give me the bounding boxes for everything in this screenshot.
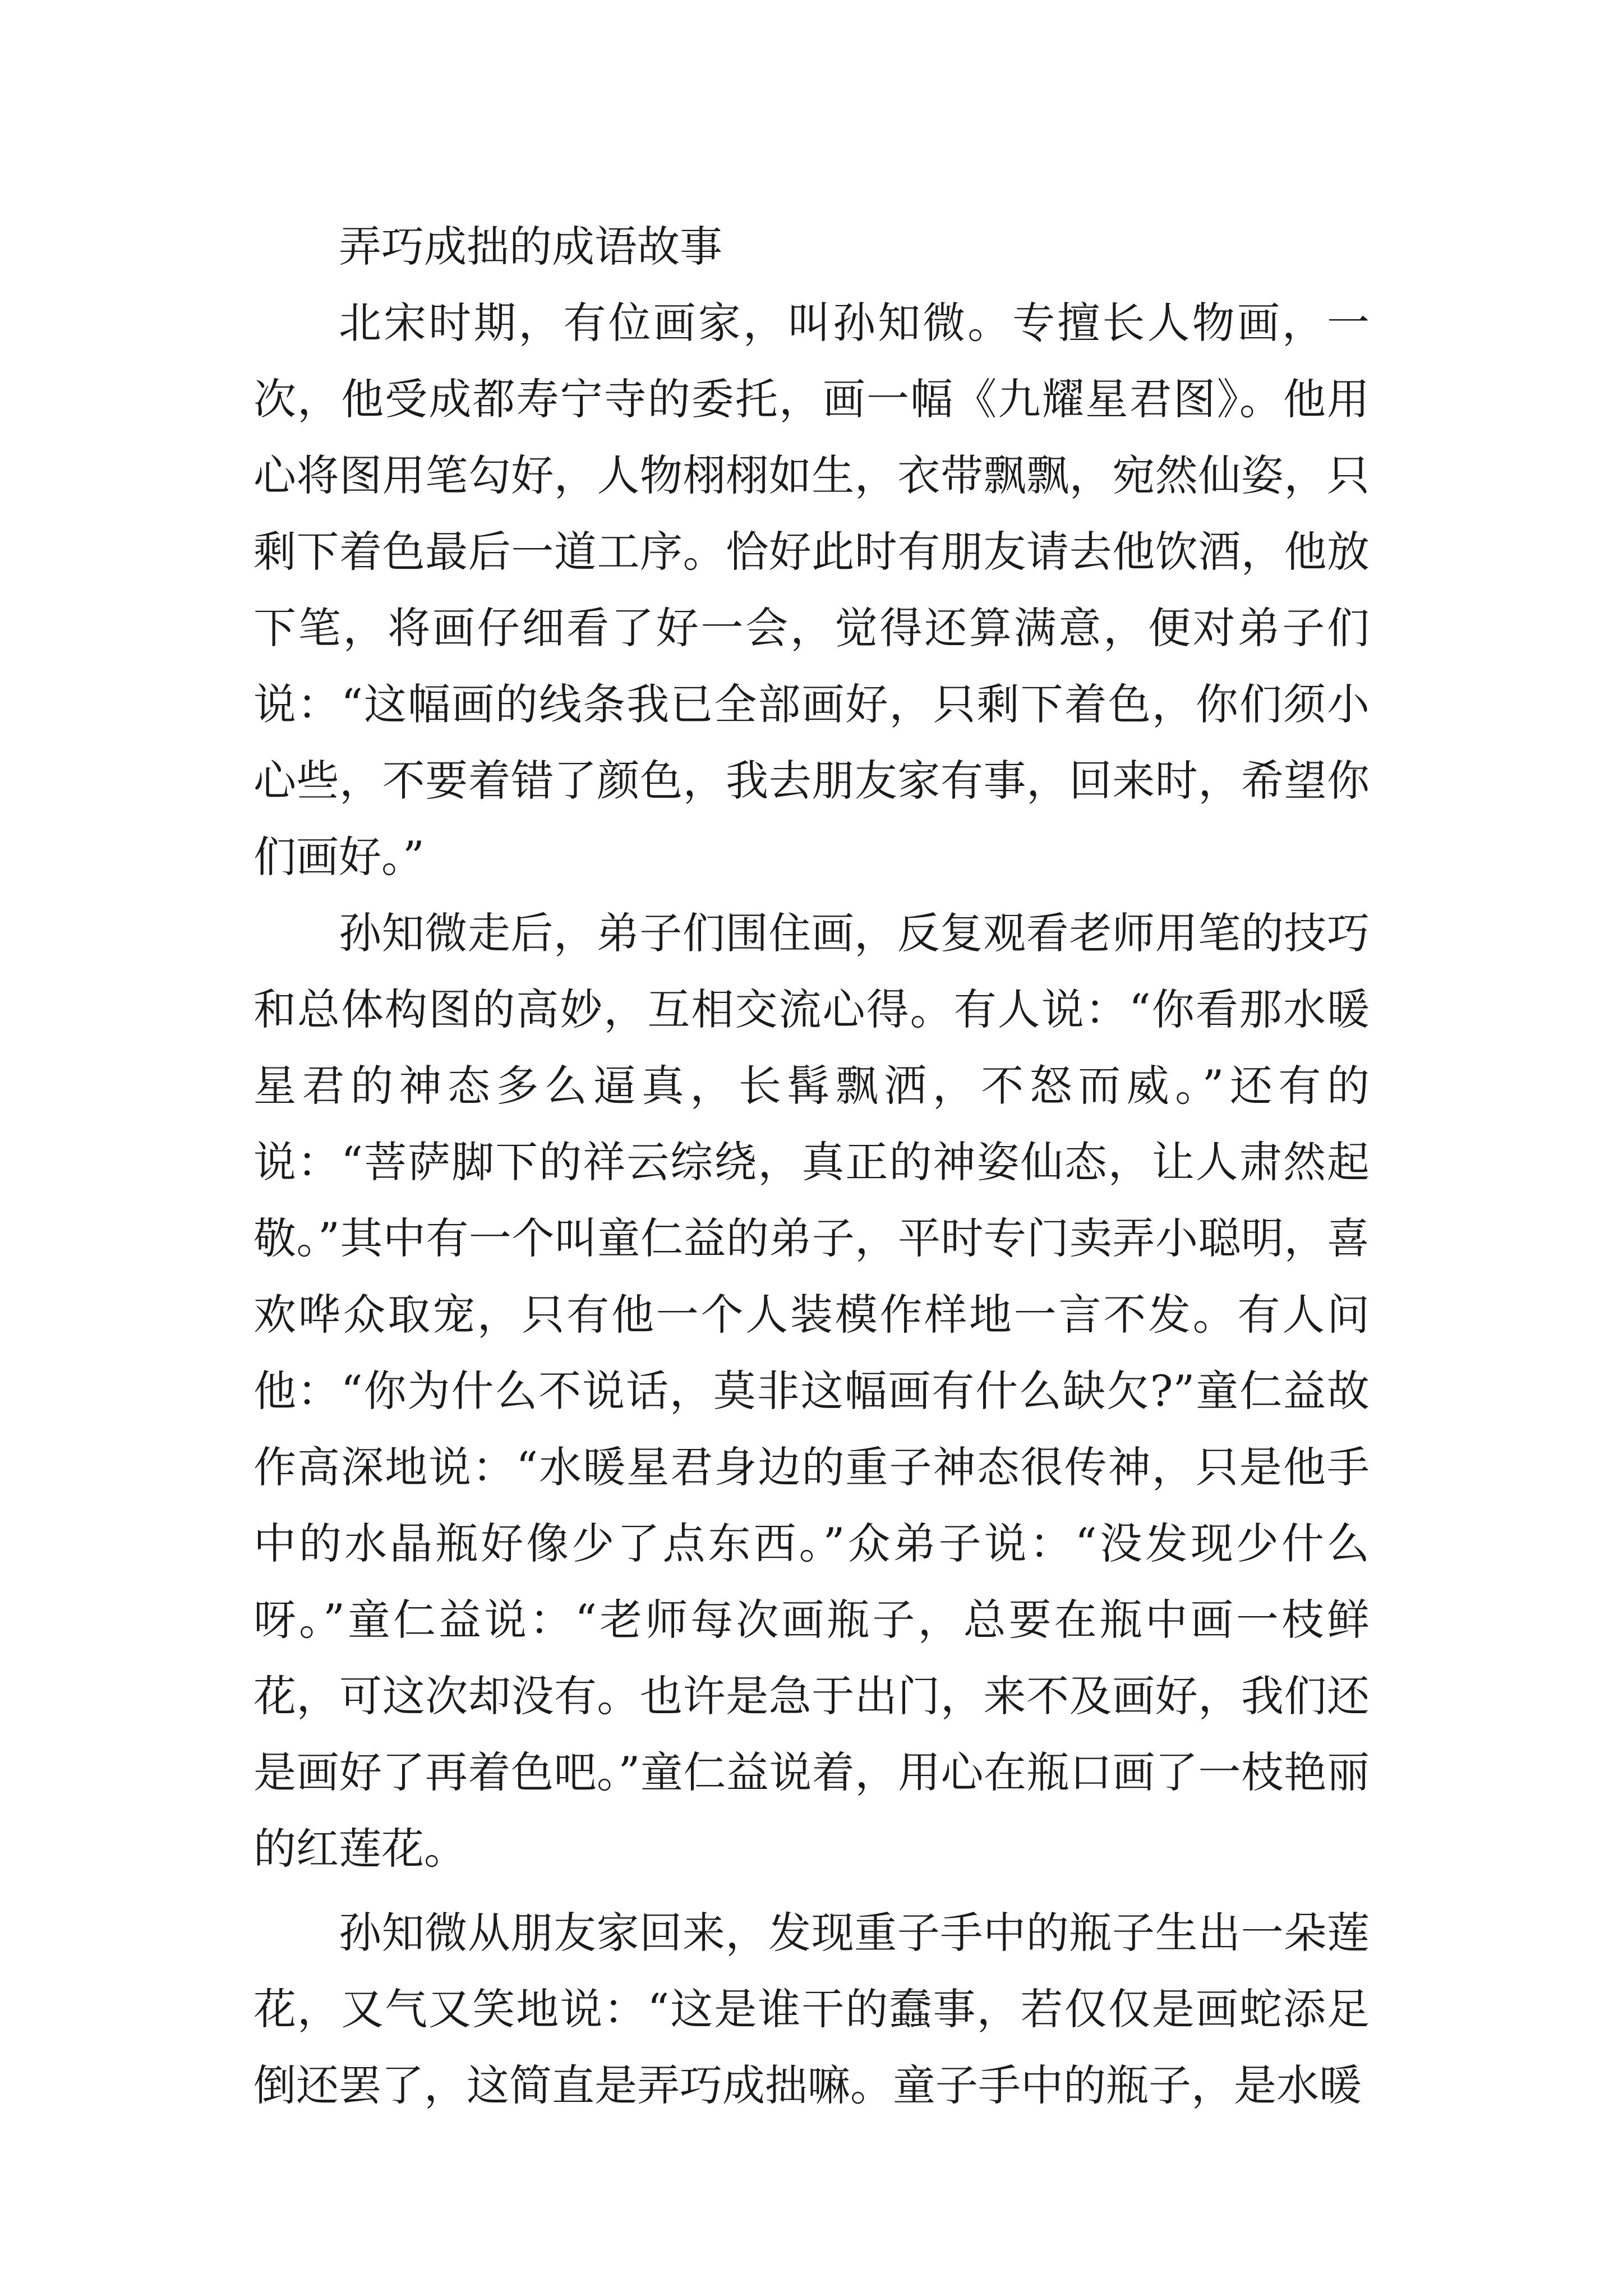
paragraph-3: 孙知微从朋友家回来，发现重子手中的瓶子生出一朵莲花，又气又笑地说：“这是谁干的蠢事，若仅仅是画蛇添足倒还罢了，这简直是弄巧成拙嘛。童子手中的瓶子，是水暖 <box>253 1908 1370 2110</box>
document-body <box>253 209 1370 2124</box>
document-title: 弄巧成拙的成语故事 <box>339 222 722 272</box>
paragraph-2: 孙知微走后，弟子们围住画，反复观看老师用笔的技巧和总体构图的高妙，互相交流心得。有人说：“你看那水暖星君的神态多么逼真，长髯飘洒，不怒而威。”还有的说：“菩萨脚下的祥云综绕，真正的神姿仙态，让人肃然起敬。”其中有一个叫童仁益的弟子，平时专门卖弄小聪明，喜欢哗众取宠，只有他一个人装模作样地一言不发。有人问他：“你为什么不说话，莫非这幅画有什么缺欠?”童仁益故作高深地说：“水暖星君身边的重子神态很传神，只是他手中的水晶瓶好像少了点东西。”众弟子说：“没发现少什么呀。”童仁益说：“老师每次画瓶子，总要在瓶中画一枝鲜花，可这次却没有。也许是急于出门，来不及画好，我们还是画好了再着色吧。”童仁益说着，用心在瓶口画了一枝艳丽的红莲花。 <box>253 908 1370 1874</box>
paragraph-1: 北宋时期，有位画家，叫孙知微。专擅长人物画，一次，他受成都寿宁寺的委托，画一幅《九耀星君图》。他用心将图用笔勾好，人物栩栩如生，衣带飘飘，宛然仙姿，只剩下着色最后一道工序。恰好此时有朋友请去他饮酒，他放下笔，将画仔细看了好一会，觉得还算满意，便对弟子们说：“这幅画的线条我已全部画好，只剩下着色，你们须小心些，不要着错了颜色，我去朋友家有事，回来时，希望你们画好。” <box>253 298 1370 882</box>
